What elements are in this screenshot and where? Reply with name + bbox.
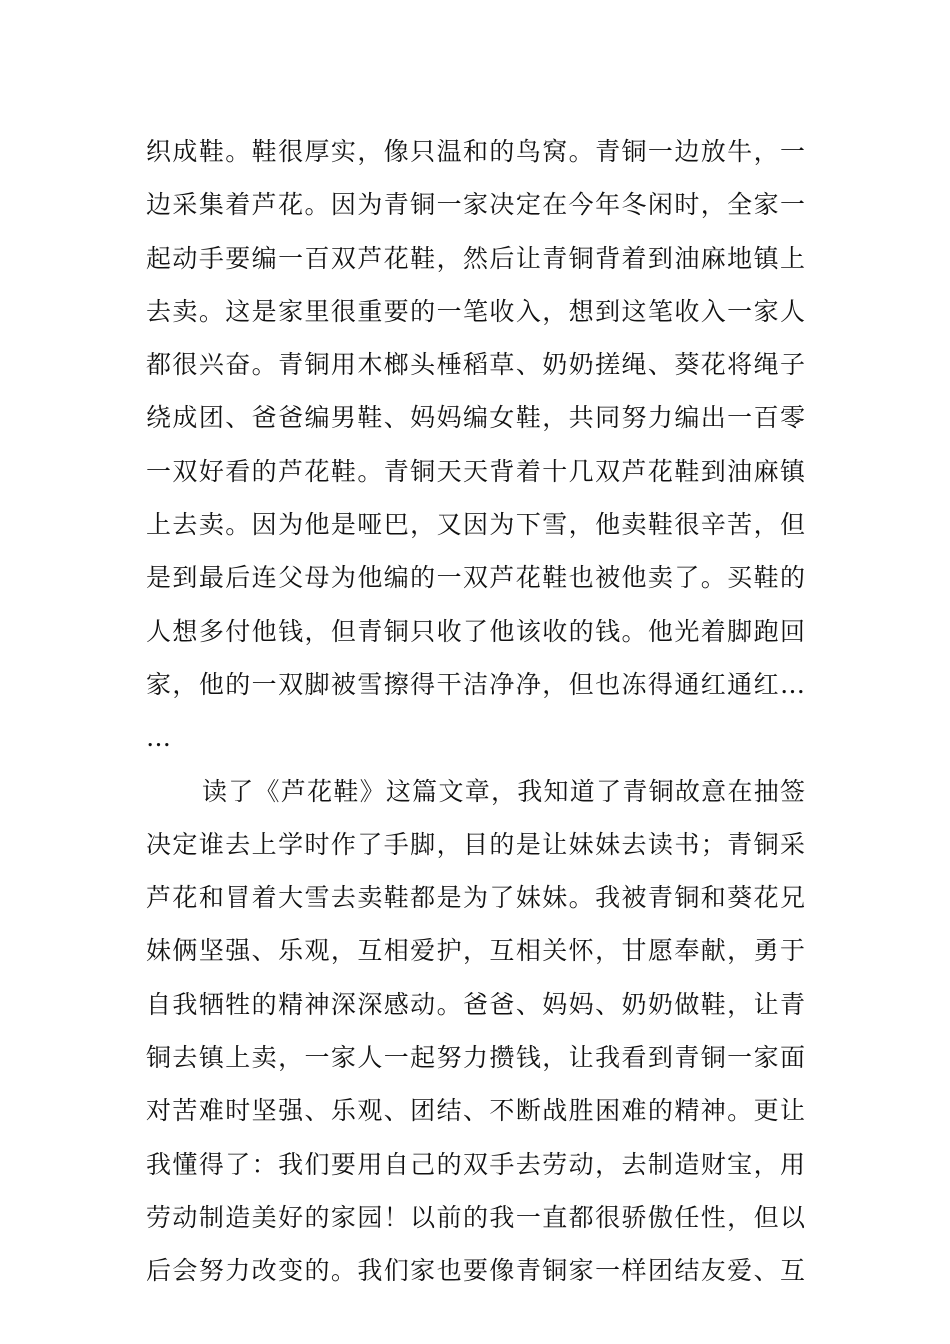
body-text xyxy=(146,125,806,1298)
text-line: 去卖。这是家里很重要的一笔收入，想到这笔收入一家人 xyxy=(146,296,806,326)
text-line: 铜去镇上卖，一家人一起努力攒钱，让我看到青铜一家面 xyxy=(146,1043,806,1073)
text-line: 织成鞋。鞋很厚实，像只温和的鸟窝。青铜一边放牛，一 xyxy=(146,137,806,166)
text-line: 后会努力改变的。我们家也要像青铜家一样团结友爱、互 xyxy=(146,1256,806,1286)
text-line: 芦花和冒着大雪去卖鞋都是为了妹妹。我被青铜和葵花兄 xyxy=(146,883,806,913)
text-line: 边采集着芦花。因为青铜一家决定在今年冬闲时，全家一 xyxy=(146,190,806,220)
text-line: 妹俩坚强、乐观，互相爱护，互相关怀，甘愿奉献，勇于 xyxy=(146,936,806,966)
text-line: 家，他的一双脚被雪擦得干洁净净，但也冻得通红通红… xyxy=(146,669,806,699)
text-line: 劳动制造美好的家园！以前的我一直都很骄傲任性，但以 xyxy=(146,1202,806,1232)
text-line: 对苦难时坚强、乐观、团结、不断战胜困难的精神。更让 xyxy=(146,1096,806,1126)
text-line: 都很兴奋。青铜用木榔头棰稻草、奶奶搓绳、葵花将绳子 xyxy=(146,350,806,380)
text-line: 读了《芦花鞋》这篇文章，我知道了青铜故意在抽签 xyxy=(202,776,806,806)
text-line: 人想多付他钱，但青铜只收了他该收的钱。他光着脚跑回 xyxy=(146,616,806,646)
text-line: 决定谁去上学时作了手脚，目的是让妹妹去读书；青铜采 xyxy=(146,829,806,859)
text-line: 上去卖。因为他是哑巴，又因为下雪，他卖鞋很辛苦，但 xyxy=(146,510,806,540)
paragraph-2 xyxy=(146,765,806,1298)
text-line: 自我牺牲的精神深深感动。爸爸、妈妈、奶奶做鞋，让青 xyxy=(146,989,806,1019)
text-line: 我懂得了：我们要用自己的双手去劳动，去制造财宝，用 xyxy=(146,1149,806,1179)
text-line: 一双好看的芦花鞋。青铜天天背着十几双芦花鞋到油麻镇 xyxy=(146,456,806,486)
paragraph-1 xyxy=(146,125,806,765)
text-line: 绕成团、爸爸编男鞋、妈妈编女鞋，共同努力编出一百零 xyxy=(146,403,806,433)
text-line: … xyxy=(146,723,172,753)
text-line: 起动手要编一百双芦花鞋，然后让青铜背着到油麻地镇上 xyxy=(146,243,806,273)
text-line: 是到最后连父母为他编的一双芦花鞋也被他卖了。买鞋的 xyxy=(146,563,806,593)
